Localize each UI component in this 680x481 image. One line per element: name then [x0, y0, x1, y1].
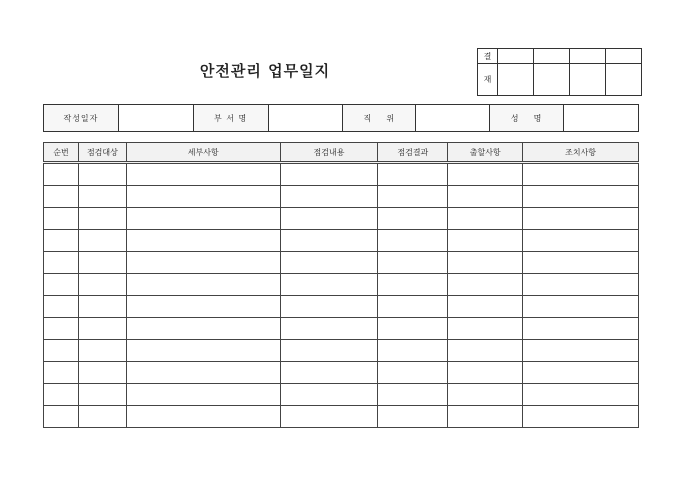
table-cell[interactable]: [44, 340, 79, 362]
table-cell[interactable]: [78, 208, 126, 230]
column-header: 세부사항: [126, 143, 280, 163]
table-cell[interactable]: [523, 384, 639, 406]
table-cell[interactable]: [44, 296, 79, 318]
table-cell[interactable]: [448, 252, 523, 274]
table-cell[interactable]: [78, 252, 126, 274]
table-cell[interactable]: [44, 406, 79, 428]
table-cell[interactable]: [378, 296, 448, 318]
approval-sign-cell[interactable]: [570, 64, 606, 96]
table-cell[interactable]: [280, 208, 378, 230]
table-cell[interactable]: [448, 406, 523, 428]
table-cell[interactable]: [523, 296, 639, 318]
table-cell[interactable]: [378, 406, 448, 428]
table-row: [44, 163, 639, 186]
date-label: 작성일자: [44, 105, 119, 132]
table-cell[interactable]: [448, 384, 523, 406]
table-row: [44, 230, 639, 252]
table-row: [44, 252, 639, 274]
approval-title-cell[interactable]: [534, 49, 570, 64]
table-row: [44, 406, 639, 428]
table-row: [44, 384, 639, 406]
table-cell[interactable]: [280, 318, 378, 340]
table-row: [44, 274, 639, 296]
department-field[interactable]: [268, 105, 343, 132]
approval-title-cell[interactable]: [498, 49, 534, 64]
table-row: [44, 340, 639, 362]
table-cell[interactable]: [378, 252, 448, 274]
table-cell[interactable]: [378, 362, 448, 384]
table-body: [44, 163, 639, 428]
table-cell[interactable]: [126, 230, 280, 252]
column-header: 점검내용: [280, 143, 378, 163]
table-cell[interactable]: [280, 274, 378, 296]
table-cell[interactable]: [44, 318, 79, 340]
column-header: 순번: [44, 143, 79, 163]
table-cell[interactable]: [523, 163, 639, 186]
table-cell[interactable]: [78, 384, 126, 406]
table-cell[interactable]: [378, 318, 448, 340]
table-row: [44, 208, 639, 230]
table-cell[interactable]: [378, 186, 448, 208]
table-cell[interactable]: [126, 362, 280, 384]
table-cell[interactable]: [448, 230, 523, 252]
column-header: 점검대상: [78, 143, 126, 163]
table-cell[interactable]: [523, 186, 639, 208]
table-cell[interactable]: [378, 384, 448, 406]
table-cell[interactable]: [523, 274, 639, 296]
table-cell[interactable]: [448, 296, 523, 318]
table-cell[interactable]: [78, 274, 126, 296]
table-cell[interactable]: [126, 406, 280, 428]
table-cell[interactable]: [44, 362, 79, 384]
approval-label-top: 결: [478, 49, 498, 64]
table-cell[interactable]: [78, 362, 126, 384]
table-cell[interactable]: [126, 208, 280, 230]
table-cell[interactable]: [126, 340, 280, 362]
table-cell[interactable]: [44, 230, 79, 252]
table-cell[interactable]: [78, 163, 126, 186]
info-table: [43, 104, 639, 132]
table-cell[interactable]: [44, 208, 79, 230]
log-table: [43, 142, 639, 428]
table-cell[interactable]: [126, 296, 280, 318]
table-row: [44, 296, 639, 318]
table-cell[interactable]: [126, 318, 280, 340]
table-cell[interactable]: [126, 274, 280, 296]
table-cell[interactable]: [448, 186, 523, 208]
date-field[interactable]: [118, 105, 193, 132]
table-cell[interactable]: [126, 252, 280, 274]
page-title: 안전관리 업무일지: [199, 62, 331, 80]
table-cell[interactable]: [523, 362, 639, 384]
column-header: 점검결과: [378, 143, 448, 163]
table-cell[interactable]: [523, 406, 639, 428]
table-cell[interactable]: [523, 252, 639, 274]
table-cell[interactable]: [280, 340, 378, 362]
table-cell[interactable]: [44, 384, 79, 406]
table-cell[interactable]: [378, 340, 448, 362]
table-cell[interactable]: [448, 318, 523, 340]
table-cell[interactable]: [448, 163, 523, 186]
table-cell[interactable]: [378, 230, 448, 252]
table-cell[interactable]: [448, 362, 523, 384]
table-cell[interactable]: [126, 163, 280, 186]
approval-box: [477, 48, 642, 96]
table-cell[interactable]: [78, 340, 126, 362]
table-cell[interactable]: [78, 406, 126, 428]
approval-title-cell[interactable]: [606, 49, 642, 64]
table-cell[interactable]: [280, 384, 378, 406]
name-label: 성 명: [490, 105, 564, 132]
table-cell[interactable]: [44, 274, 79, 296]
table-cell[interactable]: [44, 252, 79, 274]
table-cell[interactable]: [523, 208, 639, 230]
table-cell[interactable]: [280, 296, 378, 318]
approval-sign-cell[interactable]: [498, 64, 534, 96]
table-cell[interactable]: [280, 362, 378, 384]
table-cell[interactable]: [78, 296, 126, 318]
table-cell[interactable]: [378, 163, 448, 186]
approval-sign-cell[interactable]: [534, 64, 570, 96]
table-cell[interactable]: [44, 163, 79, 186]
approval-label-bottom: 재: [478, 64, 498, 96]
table-cell[interactable]: [448, 340, 523, 362]
table-cell[interactable]: [448, 208, 523, 230]
column-header: 출할사항: [448, 143, 523, 163]
table-row: [44, 318, 639, 340]
table-cell[interactable]: [78, 318, 126, 340]
table-header-row: [44, 143, 639, 163]
table-cell[interactable]: [44, 186, 79, 208]
table-cell[interactable]: [78, 230, 126, 252]
position-field[interactable]: [416, 105, 490, 132]
table-cell[interactable]: [280, 406, 378, 428]
table-cell[interactable]: [78, 186, 126, 208]
table-cell[interactable]: [126, 186, 280, 208]
table-cell[interactable]: [523, 340, 639, 362]
table-cell[interactable]: [523, 318, 639, 340]
table-cell[interactable]: [280, 252, 378, 274]
table-cell[interactable]: [280, 230, 378, 252]
department-label: 부 서 명: [193, 105, 268, 132]
table-cell[interactable]: [448, 274, 523, 296]
column-header: 조치사항: [523, 143, 639, 163]
table-row: [44, 186, 639, 208]
table-cell[interactable]: [126, 384, 280, 406]
approval-title-cell[interactable]: [570, 49, 606, 64]
table-cell[interactable]: [280, 163, 378, 186]
table-cell[interactable]: [378, 274, 448, 296]
approval-sign-cell[interactable]: [606, 64, 642, 96]
table-cell[interactable]: [523, 230, 639, 252]
name-field[interactable]: [564, 105, 639, 132]
table-row: [44, 362, 639, 384]
table-cell[interactable]: [378, 208, 448, 230]
position-label: 직 위: [343, 105, 416, 132]
table-cell[interactable]: [280, 186, 378, 208]
